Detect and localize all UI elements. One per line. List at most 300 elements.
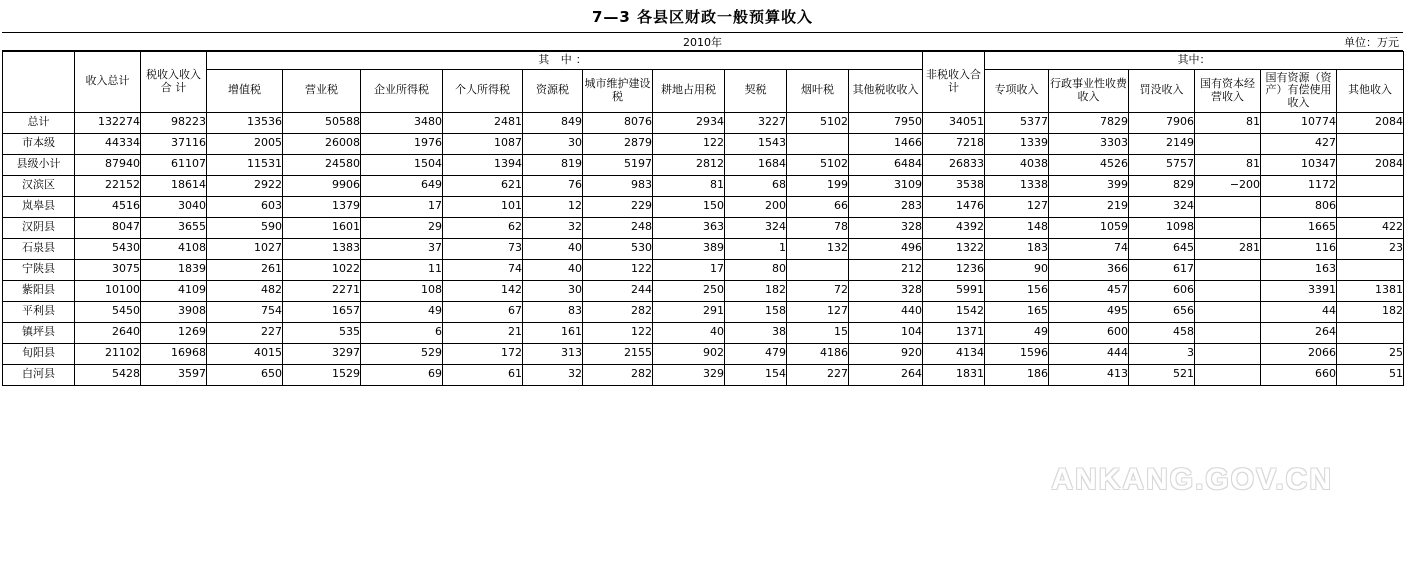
table-cell bbox=[1337, 259, 1404, 280]
table-cell: 61107 bbox=[141, 154, 207, 175]
table-cell: 1839 bbox=[141, 259, 207, 280]
table-row bbox=[3, 343, 1404, 364]
table-cell: 3480 bbox=[361, 112, 443, 133]
table-row bbox=[3, 196, 1404, 217]
table-cell: 389 bbox=[653, 238, 725, 259]
watermark: ANKANG.GOV.CN bbox=[1051, 463, 1333, 496]
header-group-nontax-middle: 其中： bbox=[985, 52, 1404, 70]
table-cell: 18614 bbox=[141, 175, 207, 196]
table-cell: 754 bbox=[207, 301, 283, 322]
table-cell: −200 bbox=[1195, 175, 1261, 196]
table-cell: 122 bbox=[653, 133, 725, 154]
row-label: 市本级 bbox=[3, 133, 75, 154]
table-cell: 3655 bbox=[141, 217, 207, 238]
table-cell: 427 bbox=[1261, 133, 1337, 154]
table-cell: 200 bbox=[725, 196, 787, 217]
table-cell: 172 bbox=[443, 343, 523, 364]
table-cell: 69 bbox=[361, 364, 443, 385]
table-cell: 479 bbox=[725, 343, 787, 364]
table-cell: 74 bbox=[1049, 238, 1129, 259]
table-cell: 161 bbox=[523, 322, 583, 343]
header-nontax-item-1: 行政事业性收费收入 bbox=[1049, 69, 1129, 112]
table-cell: 38 bbox=[725, 322, 787, 343]
table-cell: 101 bbox=[443, 196, 523, 217]
row-label: 岚皋县 bbox=[3, 196, 75, 217]
table-cell: 2271 bbox=[283, 280, 361, 301]
table-cell: 7906 bbox=[1129, 112, 1195, 133]
row-label: 县级小计 bbox=[3, 154, 75, 175]
row-label: 石泉县 bbox=[3, 238, 75, 259]
table-cell: 21 bbox=[443, 322, 523, 343]
table-cell: 1087 bbox=[443, 133, 523, 154]
table-cell: 261 bbox=[207, 259, 283, 280]
table-cell: 5102 bbox=[787, 154, 849, 175]
table-cell: 660 bbox=[1261, 364, 1337, 385]
table-cell: 440 bbox=[849, 301, 923, 322]
header-group-tax-middle: 其 中： bbox=[207, 52, 923, 70]
table-cell bbox=[1195, 301, 1261, 322]
table-cell bbox=[1195, 217, 1261, 238]
table-cell: 8047 bbox=[75, 217, 141, 238]
table-cell: 104 bbox=[849, 322, 923, 343]
row-label: 宁陕县 bbox=[3, 259, 75, 280]
table-cell: 920 bbox=[849, 343, 923, 364]
header-tax-item-5: 城市维护建设税 bbox=[583, 69, 653, 112]
table-cell: 806 bbox=[1261, 196, 1337, 217]
header-tax-item-8: 烟叶税 bbox=[787, 69, 849, 112]
table-cell: 199 bbox=[787, 175, 849, 196]
table-cell bbox=[1195, 196, 1261, 217]
year-label: 2010年 bbox=[683, 36, 722, 49]
table-cell: 29 bbox=[361, 217, 443, 238]
table-cell: 264 bbox=[1261, 322, 1337, 343]
table-row bbox=[3, 238, 1404, 259]
table-cell: 4186 bbox=[787, 343, 849, 364]
table-cell: 34051 bbox=[923, 112, 985, 133]
table-cell: 74 bbox=[443, 259, 523, 280]
header-nontax-item-5: 其他收入 bbox=[1337, 69, 1404, 112]
table-cell: 2005 bbox=[207, 133, 283, 154]
table-cell: 3597 bbox=[141, 364, 207, 385]
header-tax-item-9: 其他税收收入 bbox=[849, 69, 923, 112]
table-cell: 61 bbox=[443, 364, 523, 385]
table-cell: 606 bbox=[1129, 280, 1195, 301]
table-cell: 49 bbox=[985, 322, 1049, 343]
table-cell: 156 bbox=[985, 280, 1049, 301]
unit-label: 单位：万元 bbox=[1344, 36, 1399, 49]
table-cell: 1 bbox=[725, 238, 787, 259]
table-cell: 3303 bbox=[1049, 133, 1129, 154]
table-cell: 154 bbox=[725, 364, 787, 385]
table-cell: 2812 bbox=[653, 154, 725, 175]
table-cell: 37 bbox=[361, 238, 443, 259]
table-cell: 1543 bbox=[725, 133, 787, 154]
table-cell: 51 bbox=[1337, 364, 1404, 385]
table-cell: 81 bbox=[653, 175, 725, 196]
table-cell: 15 bbox=[787, 322, 849, 343]
table-cell: 44334 bbox=[75, 133, 141, 154]
table-cell: 3538 bbox=[923, 175, 985, 196]
table-cell: 1596 bbox=[985, 343, 1049, 364]
table-cell: 37116 bbox=[141, 133, 207, 154]
table-cell: 324 bbox=[1129, 196, 1195, 217]
table-cell: 163 bbox=[1261, 259, 1337, 280]
table-cell: 132274 bbox=[75, 112, 141, 133]
table-cell: 313 bbox=[523, 343, 583, 364]
table-cell: 983 bbox=[583, 175, 653, 196]
header-tax-item-2: 企业所得税 bbox=[361, 69, 443, 112]
table-cell: 30 bbox=[523, 280, 583, 301]
table-cell: 529 bbox=[361, 343, 443, 364]
table-cell: 829 bbox=[1129, 175, 1195, 196]
table-cell: 24580 bbox=[283, 154, 361, 175]
header-nontax-item-0: 专项收入 bbox=[985, 69, 1049, 112]
table-cell: 363 bbox=[653, 217, 725, 238]
table-cell bbox=[787, 259, 849, 280]
table-cell: 282 bbox=[583, 364, 653, 385]
table-cell: 5757 bbox=[1129, 154, 1195, 175]
header-row-group bbox=[3, 52, 1404, 70]
table-cell: 148 bbox=[985, 217, 1049, 238]
table-cell: 3040 bbox=[141, 196, 207, 217]
row-label: 旬阳县 bbox=[3, 343, 75, 364]
table-cell: 1098 bbox=[1129, 217, 1195, 238]
table-cell: 590 bbox=[207, 217, 283, 238]
table-cell: 2481 bbox=[443, 112, 523, 133]
page-title: 7—3 各县区财政一般预算收入 bbox=[591, 8, 814, 26]
table-cell: 127 bbox=[787, 301, 849, 322]
table-cell: 7950 bbox=[849, 112, 923, 133]
table-cell: 7218 bbox=[923, 133, 985, 154]
table-cell: 457 bbox=[1049, 280, 1129, 301]
table-row bbox=[3, 364, 1404, 385]
table-cell: 2084 bbox=[1337, 112, 1404, 133]
header-tax-item-7: 契税 bbox=[725, 69, 787, 112]
table-cell: 62 bbox=[443, 217, 523, 238]
table-cell: 1172 bbox=[1261, 175, 1337, 196]
table-cell: 399 bbox=[1049, 175, 1129, 196]
table-cell: 40 bbox=[523, 238, 583, 259]
table-row bbox=[3, 133, 1404, 154]
table-cell: 4134 bbox=[923, 343, 985, 364]
table-cell: 422 bbox=[1337, 217, 1404, 238]
table-cell: 1529 bbox=[283, 364, 361, 385]
table-cell: 81 bbox=[1195, 154, 1261, 175]
table-cell: 1269 bbox=[141, 322, 207, 343]
table-cell: 10774 bbox=[1261, 112, 1337, 133]
table-cell: 603 bbox=[207, 196, 283, 217]
table-cell: 182 bbox=[725, 280, 787, 301]
table-cell: 1976 bbox=[361, 133, 443, 154]
table-cell: 1236 bbox=[923, 259, 985, 280]
table-cell: 8076 bbox=[583, 112, 653, 133]
table-cell: 444 bbox=[1049, 343, 1129, 364]
table-row bbox=[3, 175, 1404, 196]
table-cell: 1371 bbox=[923, 322, 985, 343]
table-cell: 66 bbox=[787, 196, 849, 217]
table-cell: 6 bbox=[361, 322, 443, 343]
table-cell: 6484 bbox=[849, 154, 923, 175]
table-cell: 10100 bbox=[75, 280, 141, 301]
table-cell: 1831 bbox=[923, 364, 985, 385]
table-cell: 68 bbox=[725, 175, 787, 196]
table-cell: 324 bbox=[725, 217, 787, 238]
table-cell: 1466 bbox=[849, 133, 923, 154]
header-nontax-item-2: 罚没收入 bbox=[1129, 69, 1195, 112]
table-cell: 76 bbox=[523, 175, 583, 196]
table-cell: 2084 bbox=[1337, 154, 1404, 175]
table-cell: 4015 bbox=[207, 343, 283, 364]
table-cell: 142 bbox=[443, 280, 523, 301]
table-cell bbox=[1337, 196, 1404, 217]
table-cell: 87940 bbox=[75, 154, 141, 175]
table-cell: 32 bbox=[523, 217, 583, 238]
table-cell: 116 bbox=[1261, 238, 1337, 259]
row-label: 总计 bbox=[3, 112, 75, 133]
header-tax-item-3: 个人所得税 bbox=[443, 69, 523, 112]
table-cell: 73 bbox=[443, 238, 523, 259]
table-cell bbox=[1195, 343, 1261, 364]
table-cell: 366 bbox=[1049, 259, 1129, 280]
table-cell: 328 bbox=[849, 280, 923, 301]
table-cell: 645 bbox=[1129, 238, 1195, 259]
header-tax-item-0: 增值税 bbox=[207, 69, 283, 112]
table-cell: 248 bbox=[583, 217, 653, 238]
table-cell: 13536 bbox=[207, 112, 283, 133]
table-cell: 2879 bbox=[583, 133, 653, 154]
table-cell: 3109 bbox=[849, 175, 923, 196]
table-cell: 4108 bbox=[141, 238, 207, 259]
table-cell: 40 bbox=[653, 322, 725, 343]
table-row bbox=[3, 301, 1404, 322]
table-cell: 1022 bbox=[283, 259, 361, 280]
table-cell: 122 bbox=[583, 259, 653, 280]
table-cell: 1059 bbox=[1049, 217, 1129, 238]
table-cell: 849 bbox=[523, 112, 583, 133]
row-label: 汉滨区 bbox=[3, 175, 75, 196]
table-cell bbox=[787, 133, 849, 154]
table-cell: 1665 bbox=[1261, 217, 1337, 238]
table-cell: 3297 bbox=[283, 343, 361, 364]
table-cell: 5377 bbox=[985, 112, 1049, 133]
table-cell bbox=[1337, 175, 1404, 196]
table-cell: 3075 bbox=[75, 259, 141, 280]
table-cell: 12 bbox=[523, 196, 583, 217]
table-cell: 227 bbox=[207, 322, 283, 343]
table-cell: 521 bbox=[1129, 364, 1195, 385]
table-cell: 80 bbox=[725, 259, 787, 280]
table-cell: 250 bbox=[653, 280, 725, 301]
table-cell: 2934 bbox=[653, 112, 725, 133]
table-cell: 5991 bbox=[923, 280, 985, 301]
table-cell: 21102 bbox=[75, 343, 141, 364]
table-cell: 482 bbox=[207, 280, 283, 301]
table-body bbox=[3, 112, 1404, 385]
table-cell: 281 bbox=[1195, 238, 1261, 259]
table-row bbox=[3, 154, 1404, 175]
table-cell: 4516 bbox=[75, 196, 141, 217]
table-cell bbox=[1195, 259, 1261, 280]
table-cell: 5430 bbox=[75, 238, 141, 259]
table-cell: 11531 bbox=[207, 154, 283, 175]
row-label: 汉阴县 bbox=[3, 217, 75, 238]
header-row-label bbox=[3, 52, 75, 113]
budget-revenue-table bbox=[2, 51, 1404, 386]
table-cell: 23 bbox=[1337, 238, 1404, 259]
table-cell: 44 bbox=[1261, 301, 1337, 322]
table-cell: 650 bbox=[207, 364, 283, 385]
table-cell: 1684 bbox=[725, 154, 787, 175]
row-label: 平利县 bbox=[3, 301, 75, 322]
header-tax-item-4: 资源税 bbox=[523, 69, 583, 112]
table-cell: 819 bbox=[523, 154, 583, 175]
table-cell: 67 bbox=[443, 301, 523, 322]
table-cell: 186 bbox=[985, 364, 1049, 385]
table-cell: 1381 bbox=[1337, 280, 1404, 301]
table-row bbox=[3, 112, 1404, 133]
table-cell: 17 bbox=[361, 196, 443, 217]
header-nontax-total: 非税收入合 计 bbox=[923, 52, 985, 113]
table-cell: 5197 bbox=[583, 154, 653, 175]
header-tax-item-1: 营业税 bbox=[283, 69, 361, 112]
table-cell: 1322 bbox=[923, 238, 985, 259]
table-cell: 328 bbox=[849, 217, 923, 238]
table-cell: 1601 bbox=[283, 217, 361, 238]
table-cell: 600 bbox=[1049, 322, 1129, 343]
table-cell: 25 bbox=[1337, 343, 1404, 364]
table-cell: 7829 bbox=[1049, 112, 1129, 133]
table-cell bbox=[1195, 364, 1261, 385]
table-cell: 1657 bbox=[283, 301, 361, 322]
table-cell: 291 bbox=[653, 301, 725, 322]
table-cell: 649 bbox=[361, 175, 443, 196]
table-cell: 458 bbox=[1129, 322, 1195, 343]
table-cell bbox=[1195, 322, 1261, 343]
table-cell: 3 bbox=[1129, 343, 1195, 364]
table-cell: 495 bbox=[1049, 301, 1129, 322]
header-nontax-item-4: 国有资源（资产）有偿使用收入 bbox=[1261, 69, 1337, 112]
table-cell: 127 bbox=[985, 196, 1049, 217]
table-cell: 165 bbox=[985, 301, 1049, 322]
table-cell: 2155 bbox=[583, 343, 653, 364]
table-cell: 413 bbox=[1049, 364, 1129, 385]
table-cell: 50588 bbox=[283, 112, 361, 133]
table-cell bbox=[1337, 133, 1404, 154]
table-cell: 5102 bbox=[787, 112, 849, 133]
table-cell: 158 bbox=[725, 301, 787, 322]
table-cell: 617 bbox=[1129, 259, 1195, 280]
table-cell: 3227 bbox=[725, 112, 787, 133]
table-cell: 49 bbox=[361, 301, 443, 322]
table-cell: 1338 bbox=[985, 175, 1049, 196]
table-cell: 219 bbox=[1049, 196, 1129, 217]
table-cell: 132 bbox=[787, 238, 849, 259]
table-cell: 182 bbox=[1337, 301, 1404, 322]
table-cell: 72 bbox=[787, 280, 849, 301]
table-cell: 11 bbox=[361, 259, 443, 280]
table-row bbox=[3, 322, 1404, 343]
table-cell: 244 bbox=[583, 280, 653, 301]
table-cell: 30 bbox=[523, 133, 583, 154]
table-cell: 40 bbox=[523, 259, 583, 280]
table-cell: 10347 bbox=[1261, 154, 1337, 175]
header-nontax-item-3: 国有资本经营收入 bbox=[1195, 69, 1261, 112]
table-cell: 329 bbox=[653, 364, 725, 385]
table-cell: 1504 bbox=[361, 154, 443, 175]
table-cell: 17 bbox=[653, 259, 725, 280]
table-cell: 2640 bbox=[75, 322, 141, 343]
table-cell: 264 bbox=[849, 364, 923, 385]
table-cell: 621 bbox=[443, 175, 523, 196]
header-tax-item-6: 耕地占用税 bbox=[653, 69, 725, 112]
table-cell: 3908 bbox=[141, 301, 207, 322]
table-cell: 183 bbox=[985, 238, 1049, 259]
table-cell: 32 bbox=[523, 364, 583, 385]
table-cell: 1339 bbox=[985, 133, 1049, 154]
table-cell: 9906 bbox=[283, 175, 361, 196]
table-cell bbox=[1195, 133, 1261, 154]
table-cell: 902 bbox=[653, 343, 725, 364]
table-cell: 535 bbox=[283, 322, 361, 343]
row-label: 紫阳县 bbox=[3, 280, 75, 301]
table-cell: 98223 bbox=[141, 112, 207, 133]
table-cell: 496 bbox=[849, 238, 923, 259]
table-row bbox=[3, 280, 1404, 301]
table-cell: 656 bbox=[1129, 301, 1195, 322]
table-cell: 78 bbox=[787, 217, 849, 238]
table-cell: 5428 bbox=[75, 364, 141, 385]
table-cell: 83 bbox=[523, 301, 583, 322]
table-cell: 4526 bbox=[1049, 154, 1129, 175]
table-row bbox=[3, 217, 1404, 238]
table-cell: 1394 bbox=[443, 154, 523, 175]
row-label: 镇坪县 bbox=[3, 322, 75, 343]
table-cell: 16968 bbox=[141, 343, 207, 364]
table-cell: 22152 bbox=[75, 175, 141, 196]
table-cell: 212 bbox=[849, 259, 923, 280]
header-total-income: 收入总计 bbox=[75, 52, 141, 113]
table-cell: 5450 bbox=[75, 301, 141, 322]
table-cell: 2922 bbox=[207, 175, 283, 196]
table-cell bbox=[1195, 280, 1261, 301]
table-cell: 282 bbox=[583, 301, 653, 322]
table-row bbox=[3, 259, 1404, 280]
table-cell: 122 bbox=[583, 322, 653, 343]
table-cell: 229 bbox=[583, 196, 653, 217]
table-cell: 227 bbox=[787, 364, 849, 385]
table-cell: 4109 bbox=[141, 280, 207, 301]
table-cell: 3391 bbox=[1261, 280, 1337, 301]
table-cell: 150 bbox=[653, 196, 725, 217]
table-cell: 1379 bbox=[283, 196, 361, 217]
table-cell: 1027 bbox=[207, 238, 283, 259]
table-cell: 4392 bbox=[923, 217, 985, 238]
subheader bbox=[2, 33, 1403, 51]
header-row-items bbox=[3, 69, 1404, 112]
table-cell: 81 bbox=[1195, 112, 1261, 133]
table-cell: 530 bbox=[583, 238, 653, 259]
table-cell: 26833 bbox=[923, 154, 985, 175]
table-cell: 2066 bbox=[1261, 343, 1337, 364]
table-cell: 90 bbox=[985, 259, 1049, 280]
header-tax-total: 税收入收入合 计 bbox=[141, 52, 207, 113]
table-cell bbox=[1337, 322, 1404, 343]
table-cell: 26008 bbox=[283, 133, 361, 154]
table-cell: 108 bbox=[361, 280, 443, 301]
row-label: 白河县 bbox=[3, 364, 75, 385]
table-cell: 283 bbox=[849, 196, 923, 217]
table-cell: 1383 bbox=[283, 238, 361, 259]
